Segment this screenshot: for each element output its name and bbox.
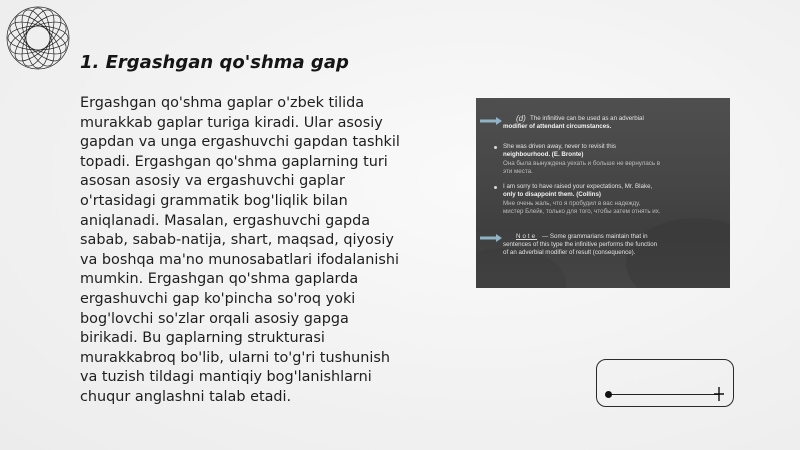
scan-heading-marker: (d) — [516, 114, 526, 123]
scan-note-label: Note — [516, 233, 538, 240]
scan-example-line: only to disappoint them. (Collins) — [503, 191, 601, 198]
slide-title: 1. Ergashgan qo'shma gap — [80, 52, 349, 73]
scan-example-line: I am sorry to have raised your expectations, Mr. Blake, — [503, 183, 653, 190]
scan-example-line: She was driven away, never to revisit this — [503, 143, 617, 150]
scan-note-line: sentences of this type the infinitive performs the function — [503, 241, 658, 248]
bullet — [494, 146, 497, 149]
textbook-scan-image — [476, 98, 730, 288]
scan-example-line: neighbourhood. (E. Bronte) — [503, 151, 584, 158]
scan-translation-line: Она была вынуждена уехать и больше не вернулась в — [503, 160, 661, 167]
bullet — [494, 186, 497, 189]
arrow-right-icon — [480, 117, 502, 125]
scan-translation-line: эти места. — [503, 168, 533, 175]
arrow-right-icon — [480, 234, 502, 242]
slide-body-text: Ergashgan qo'shma gaplar o'zbek tilida murakkab gaplar turiga kiradi. Ular asosiy gapdan va unga ergashuvchi gapdan tashkil topadi. Ergashgan qo'shma gaplarning turi asosan asosiy va ergashuvchi gaplar o'rtasidagi grammatik bog'liqlik bilan aniqlanadi. Masalan, ergashuvchi gapda sabab, sabab-natija, shart, maqsad, qiyosiy va boshqa ma'no munosabatlari ifodalanishi mumkin. Ergashgan qo'shma gaplarda ergashuvchi gap ko'pincha so'roq yoki bog'lovchi so'zlar orqali asosiy gapga birikadi. Bu gaplarning strukturasi murakkabroq bo'lib, ularni to'g'ri tushunish va tuzish tildagi mantiqiy bog'lanishlarni chuqur anglashni talab etadi. — [80, 95, 400, 405]
scan-note-line: of an adverbial modifier of result (consequence). — [503, 249, 636, 256]
slider-widget[interactable] — [596, 359, 734, 407]
plus-icon[interactable] — [714, 387, 724, 401]
scan-translation-line: мистер Блейк, только для того, чтобы затем отнять их. — [503, 208, 661, 215]
scan-translation-line: Мне очень жаль, что я пробудил в вас надежду, — [503, 200, 641, 207]
scan-heading-line: modifier of attendant circumstances. — [503, 123, 612, 130]
slider-dot-icon[interactable] — [605, 391, 612, 398]
scan-heading-line: The infinitive can be used as an adverbial — [530, 115, 644, 122]
slider-track[interactable] — [608, 394, 720, 395]
spirograph-logo-icon — [4, 4, 72, 72]
scan-note-line: — Some grammarians maintain that in — [542, 233, 648, 240]
